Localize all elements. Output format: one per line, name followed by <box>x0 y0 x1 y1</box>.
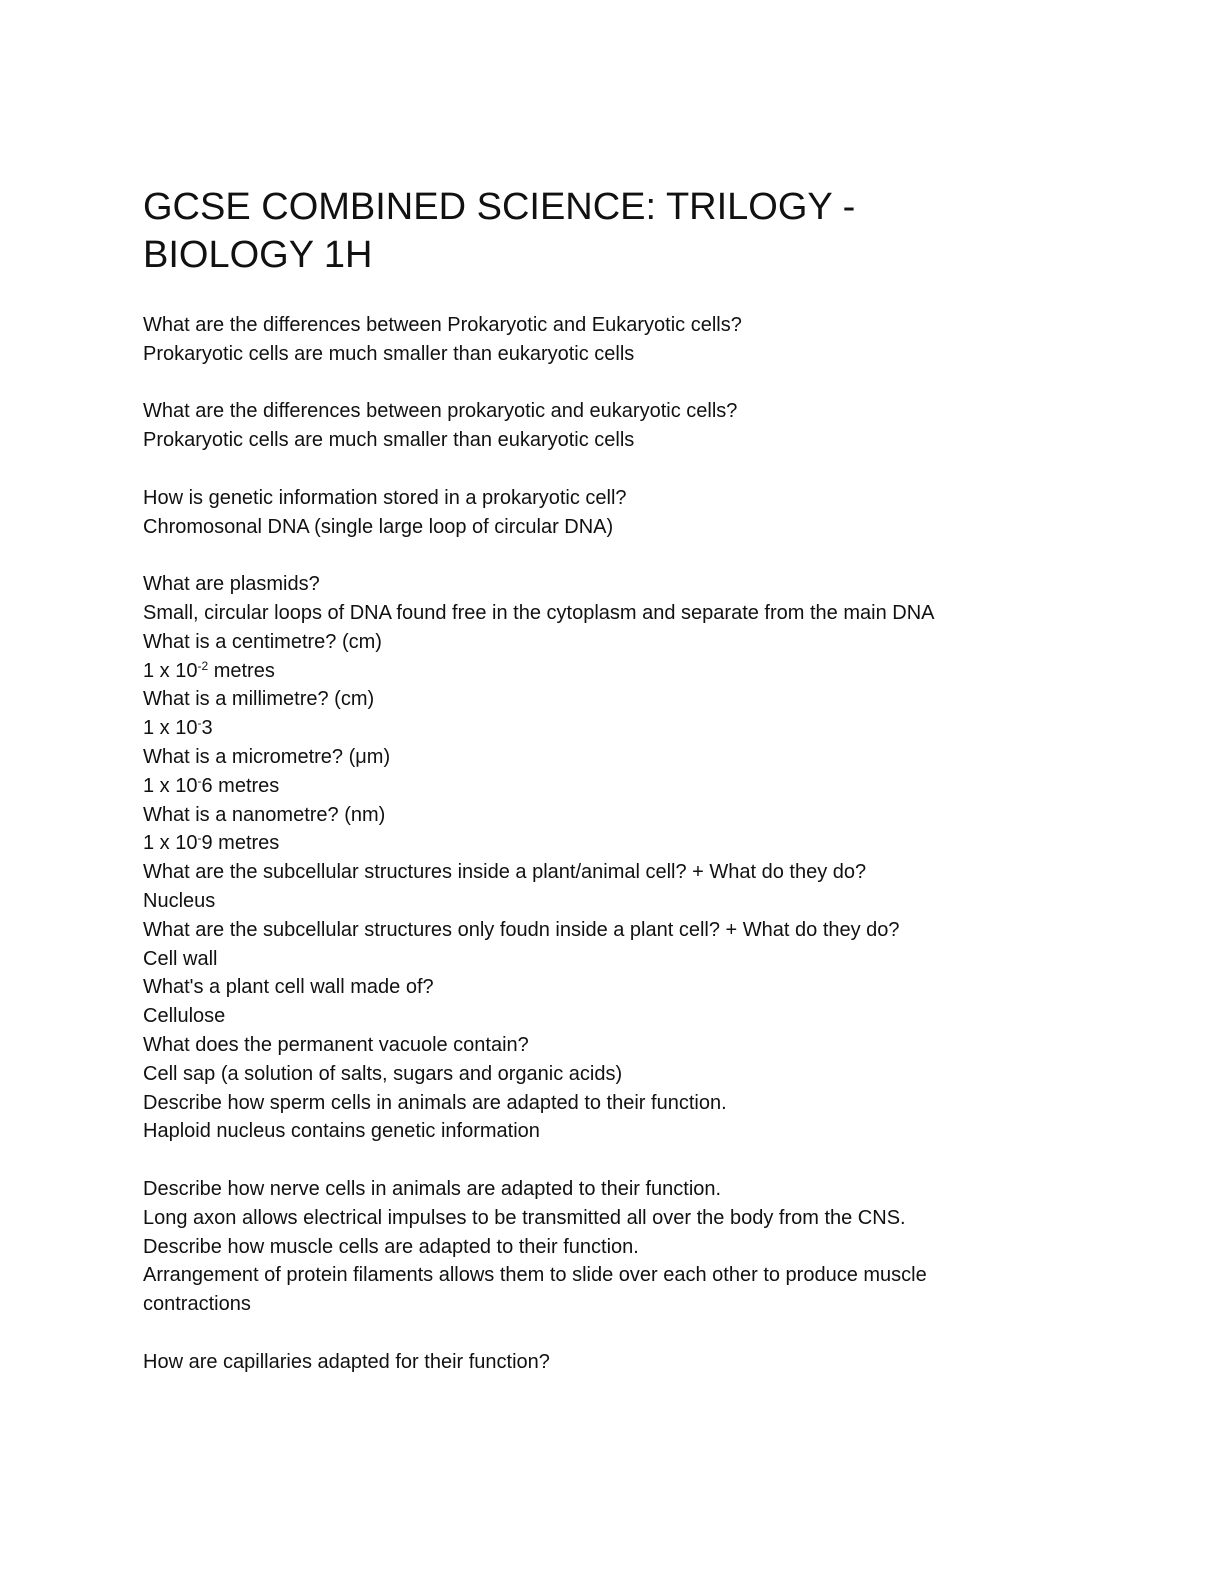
text-line: Cell wall <box>143 947 218 970</box>
text-line: Long axon allows electrical impulses to be transmitted all over the body from the CNS. <box>143 1206 906 1229</box>
text-line: What are the differences between prokaryotic and eukaryotic cells? <box>143 400 738 423</box>
text-line <box>143 657 1103 686</box>
title-line-1: GCSE COMBINED SCIENCE: TRILOGY - <box>143 186 856 228</box>
document-body <box>143 311 1103 1376</box>
text-line: contractions <box>143 1293 251 1316</box>
blank-line <box>143 369 1103 398</box>
text-line: Prokaryotic cells are much smaller than eukaryotic cells <box>143 429 635 452</box>
text-line: Arrangement of protein filaments allows them to slide over each other to produce muscle <box>143 1264 927 1287</box>
title-line-2: BIOLOGY 1H <box>143 234 373 276</box>
text-line: How is genetic information stored in a prokaryotic cell? <box>143 486 627 509</box>
exponent: -2 <box>197 658 209 673</box>
text-line: What are plasmids? <box>143 573 320 596</box>
text-line: What is a micrometre? (μm) <box>143 745 391 768</box>
blank-line <box>143 541 1103 570</box>
text-line <box>143 714 1103 743</box>
text-line: What are the subcellular structures inside a plant/animal cell? + What do they do? <box>143 861 867 884</box>
exponent: - <box>197 831 202 846</box>
document-page <box>143 183 1103 1376</box>
number-base: 1 x 10 <box>143 717 198 740</box>
text-line: Describe how sperm cells in animals are adapted to their function. <box>143 1091 727 1114</box>
exponent: - <box>197 773 202 788</box>
text-line: What does the permanent vacuole contain? <box>143 1033 529 1056</box>
exponent: - <box>197 716 202 731</box>
text-line: Describe how nerve cells in animals are adapted to their function. <box>143 1177 722 1200</box>
text-line: Prokaryotic cells are much smaller than eukaryotic cells <box>143 342 635 365</box>
text-line: What is a nanometre? (nm) <box>143 803 386 826</box>
text-line: Small, circular loops of DNA found free in the cytoplasm and separate from the main DNA <box>143 601 935 624</box>
unit-suffix: 6 metres <box>201 774 280 797</box>
text-line: What are the differences between Prokaryotic and Eukaryotic cells? <box>143 314 742 336</box>
blank-line <box>143 455 1103 484</box>
text-line: Describe how muscle cells are adapted to their function. <box>143 1235 639 1258</box>
unit-suffix: 9 metres <box>201 832 280 855</box>
text-line: Nucleus <box>143 889 216 912</box>
unit-suffix: 3 <box>201 717 213 740</box>
document-title <box>143 183 1103 279</box>
unit-suffix: metres <box>208 659 275 682</box>
blank-line <box>143 1146 1103 1175</box>
text-line: What's a plant cell wall made of? <box>143 976 434 999</box>
text-line: Chromosonal DNA (single large loop of circular DNA) <box>143 515 614 538</box>
text-line: What are the subcellular structures only foudn inside a plant cell? + What do they do? <box>143 918 900 941</box>
text-line: Cell sap (a solution of salts, sugars and organic acids) <box>143 1062 623 1085</box>
number-base: 1 x 10 <box>143 832 198 855</box>
text-line: Cellulose <box>143 1005 226 1028</box>
text-line: Haploid nucleus contains genetic information <box>143 1120 540 1143</box>
number-base: 1 x 10 <box>143 659 198 682</box>
number-base: 1 x 10 <box>143 774 198 797</box>
text-line: How are capillaries adapted for their function? <box>143 1350 550 1373</box>
text-line <box>143 829 1103 858</box>
text-line <box>143 772 1103 801</box>
blank-line <box>143 1319 1103 1348</box>
text-line: What is a millimetre? (cm) <box>143 688 375 711</box>
text-line: What is a centimetre? (cm) <box>143 630 382 653</box>
